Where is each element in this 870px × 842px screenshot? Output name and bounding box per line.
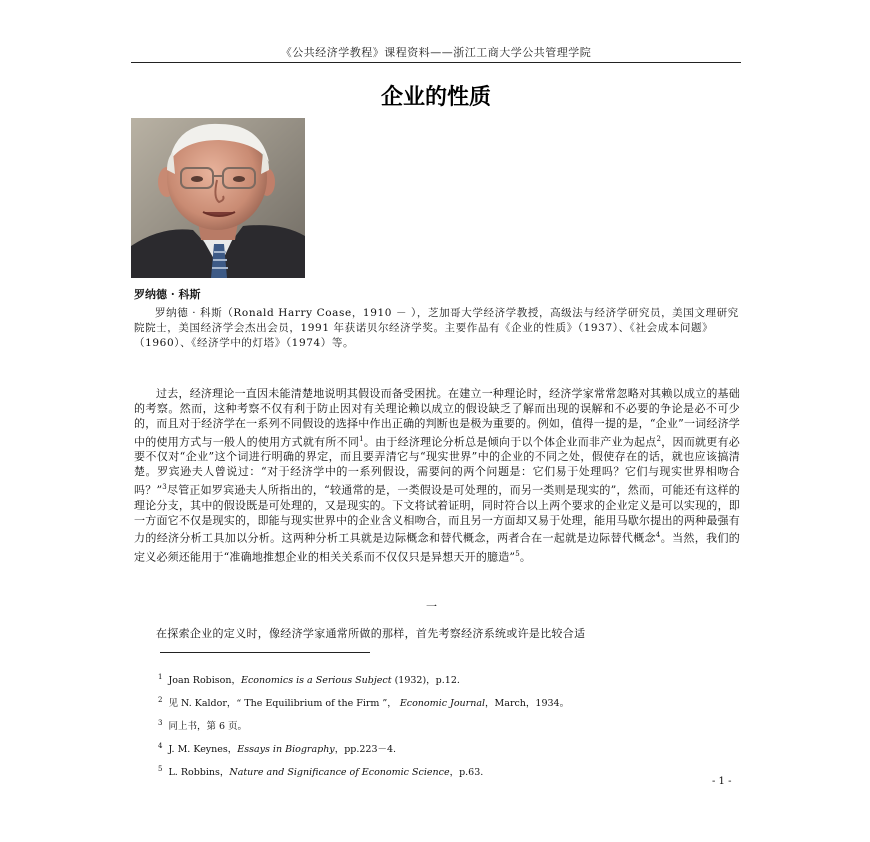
p1-seg: 。当然，我们的定义必须还能用于“准确地推想企业的相关关系而不仅仅只是异想天开的臆造” [134,532,740,564]
footnote: $^3$ 同上书，第 6 页。 [158,719,248,733]
portrait-caption: 罗纳德 · 科斯 [134,288,201,301]
footnote-ref: 1 [359,434,364,443]
footnote: $^4$ J. M. Keynes，Essays in Biography，pp.223－4. [158,742,397,756]
footnote-ref: 3 [162,483,167,492]
p1-seg: ，因而就更有必要不仅对“企业”这个词进行明确的界定，而且要弄清它与“现实世界”中的企业的不同之处，假使存在的话，就也应该搞清楚。罗宾逊夫人曾说过：“对于经济学中的一系列假设，需要问的两个问题是：它们易于处理吗？它们与现实世界相吻合吗？” [134,435,741,497]
footnote-number: 2 [158,696,163,704]
page-title: 企业的性质 [380,85,491,110]
footnote-number: 5 [158,765,163,773]
footnote-ref: 4 [655,531,661,540]
footnote: $^5$ L. Robbins，Nature and Significance of Economic Science，p.63. [158,765,484,779]
body-paragraph-2: 在探索企业的定义时，像经济学家通常所做的那样，首先考察经济系统或许是比较合适 [156,627,586,640]
footnote-number: 3 [158,719,163,727]
footnote-ref: 2 [656,434,662,443]
body-paragraph-1 [134,387,740,566]
author-bio: 罗纳德 · 科斯（Ronald Harry Coase，1910 － ），芝加哥大学经济学教授，高级法与经济学研究员，美国文理研究院院士，美国经济学会杰出会员，1991 年获诺贝尔经济学奖。主要作品有《企业的性质》（1937）、《社会成本问题》（1960）、《经济学中的灯塔》（1974）等。 [134,307,739,349]
portrait-photo [131,118,305,278]
section-number: 一 [426,600,437,613]
footnote-rule [160,652,370,653]
footnote-ref: 5 [515,550,520,559]
running-header: 《公共经济学教程》课程资料——浙江工商大学公共管理学院 [280,46,592,59]
p1-seg: 过去，经济理论一直因未能清楚地说明其假设而备受困扰。在建立一种理论时，经济学家常常忽略对其赖以成立的基础的考察。然而，这种考察不仅有利于防止因对有关理论赖以成立的假设缺乏了解而出现的误解和不必要的争论是必不可少的，而且对于经济学在一系列不同假设的选择中作出正确的判断也是极为重要的。例如，值得一提的是，“企业”一词经济学中的使用方式与一般人的使用方式就有所不同 [134,387,740,449]
p1-seg: 。 [519,550,532,564]
footnotes [158,668,718,783]
footnote: $^1$ Joan Robison，Economics is a Serious Subject (1932)，p.12. [158,673,460,687]
page-number: - 1 - [712,776,732,787]
p1-seg: 。由于经济理论分析总是倾向于以个体企业而非产业为起点 [363,435,657,449]
header-rule [131,62,741,63]
footnote-number: 4 [158,742,163,750]
footnote-number: 1 [158,673,163,681]
footnote: $^2$ 见 N. Kaldor，“ The Equilibrium of the Firm ”， Economic Journal，March，1934。 [158,696,570,710]
p1-seg: 尽管正如罗宾逊夫人所指出的，“较通常的是，一类假设是可处理的，而另一类则是现实的”，然而，可能还有这样的理论分支，其中的假设既是可处理的，又是现实的。下文将试着证明，同时符合以上两个要求的企业定义是可以实现的，即一方面它不仅是现实的，即能与现实世界中的企业含义相吻合，而且另一方面却又易于处理，能用马歇尔提出的两种最强有力的经济分析工具加以分析。这两种分析工具就是边际概念和替代概念，两者合在一起就是边际替代概念 [134,483,740,546]
